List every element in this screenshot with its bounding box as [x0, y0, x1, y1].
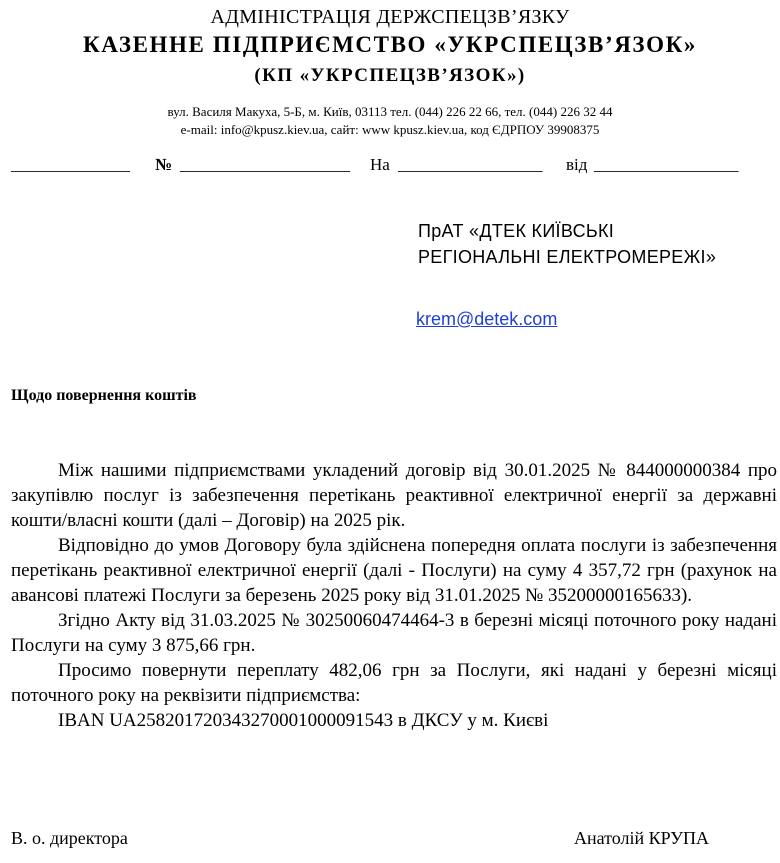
- body-paragraph-request: Просимо повернути переплату 482,06 грн за Послуги, які надані у березні місяці поточного року на реквізити підприємства:: [11, 660, 777, 706]
- signatory-name: Анатолій КРУПА: [574, 828, 709, 848]
- address-line: вул. Василя Макуха, 5-Б, м. Київ, 03113 тел. (044) 226 22 66, тел. (044) 226 32 44: [167, 104, 613, 119]
- recipient-name-line1: ПрАТ «ДТЕК КИЇВСЬКІ: [418, 221, 615, 241]
- organization-title: КАЗЕННЕ ПІДПРИЄМСТВО «УКРСПЕЦЗВ’ЯЗОК»: [82, 32, 698, 57]
- body-paragraph-prepayment: Відповідно до умов Договору була здійснена попередня оплата послуги із забезпечення перетікань реактивної електричної енергії (далі - Послуги) на суму 4 357,72 грн (рахунок на авансові платежі Послуги за березень 2025 року від 31.01.2025 № 35200000165633).: [11, 535, 777, 606]
- outgoing-date-blank: ______________: [11, 155, 130, 174]
- organization-short-title: (КП «УКРСПЕЦЗВ’ЯЗОК»): [254, 65, 526, 86]
- body-paragraph-act: Згідно Акту від 31.03.2025 № 30250060474464-3 в березні місяці поточного року надані Послуги на суму 3 875,66 грн.: [11, 610, 777, 656]
- ref-label: На: [370, 155, 390, 174]
- body-paragraph-iban: IBAN UA258201720343270001000091543 в ДКСУ у м. Києві: [58, 710, 549, 731]
- ref-date-blank: _________________: [594, 155, 739, 174]
- organization-parent-title: АДМІНІСТРАЦІЯ ДЕРЖСПЕЦЗВ’ЯЗКУ: [210, 6, 570, 28]
- number-blank: ____________________: [180, 155, 350, 174]
- recipient-name-line2: РЕГІОНАЛЬНІ ЕЛЕКТРОМЕРЕЖІ»: [418, 247, 717, 267]
- ref-number-blank: _________________: [398, 155, 543, 174]
- from-label: від: [566, 155, 588, 174]
- letterhead-contacts: [0, 103, 780, 139]
- number-label: №: [155, 155, 173, 174]
- signatory-position: В. о. директора: [11, 828, 128, 848]
- body-paragraph-contract: Між нашими підприємствами укладений договір від 30.01.2025 № 844000000384 про закупівлю послуг із забезпечення перетікань реактивної електричної енергії за державні кошти/власні кошти (далі – Договір) на 2025 рік.: [11, 460, 777, 531]
- letter-body: [11, 458, 777, 733]
- contacts-line: e-mail: info@kpusz.kiev.ua, сайт: www kpusz.kiev.ua, код ЄДРПОУ 39908375: [180, 122, 600, 137]
- recipient-block: [418, 218, 716, 270]
- recipient-email-link[interactable]: krem@detek.com: [416, 309, 558, 329]
- letter-subject: Щодо повернення коштів: [11, 387, 197, 404]
